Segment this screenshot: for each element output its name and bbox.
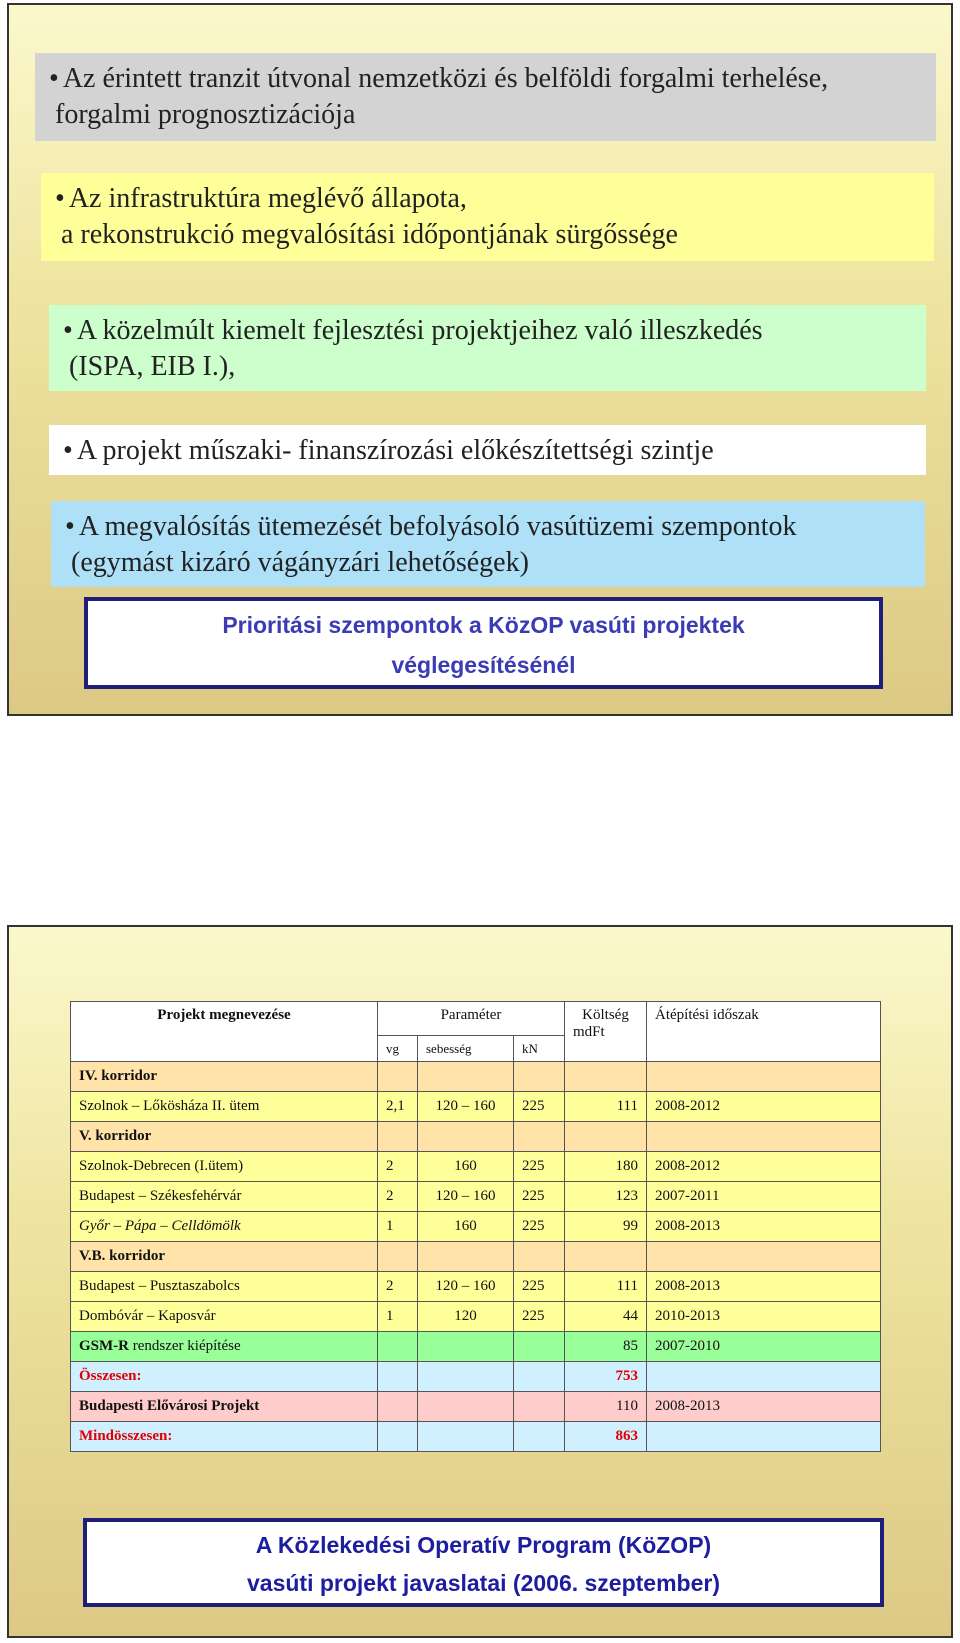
empty-cell — [378, 1362, 418, 1392]
empty-cell — [418, 1332, 514, 1362]
bullet-marker: • — [55, 183, 65, 214]
speed-value: 120 – 160 — [418, 1272, 514, 1302]
speed-value: 120 – 160 — [418, 1182, 514, 1212]
table-row — [71, 1332, 881, 1362]
period-value: 2008-2012 — [647, 1092, 881, 1122]
speed-value: 120 – 160 — [418, 1092, 514, 1122]
project-name — [71, 1332, 378, 1362]
vg-value: 1 — [378, 1212, 418, 1242]
period-value: 2008-2013 — [647, 1272, 881, 1302]
slide-prioritization-criteria — [7, 3, 953, 716]
table-row — [71, 1242, 881, 1272]
empty-cell — [378, 1122, 418, 1152]
empty-cell — [378, 1422, 418, 1452]
header-speed: sebesség — [418, 1036, 514, 1062]
slide-title — [83, 1518, 884, 1607]
table-row — [71, 1422, 881, 1452]
empty-cell — [418, 1422, 514, 1452]
empty-cell — [514, 1362, 565, 1392]
bullet-marker: • — [63, 435, 73, 466]
empty-cell — [378, 1332, 418, 1362]
header-vg: vg — [378, 1036, 418, 1062]
period-value: 2008-2013 — [647, 1212, 881, 1242]
table-row — [71, 1152, 881, 1182]
table-row — [71, 1212, 881, 1242]
period-value: 2007-2010 — [647, 1332, 881, 1362]
kn-value: 225 — [514, 1212, 565, 1242]
vg-value: 2,1 — [378, 1092, 418, 1122]
empty-cell — [565, 1242, 647, 1272]
project-name: Győr – Pápa – Celldömölk — [71, 1212, 378, 1242]
table-row — [71, 1362, 881, 1392]
table-row — [71, 1062, 881, 1092]
cost-value: 85 — [565, 1332, 647, 1362]
bullet-text-line1: A közelmúlt kiemelt fejlesztési projektjeihez való illeszkedés — [76, 315, 763, 346]
empty-cell — [647, 1122, 881, 1152]
project-name: Szolnok – Lőkösháza II. ütem — [71, 1092, 378, 1122]
sum-label: Mindösszesen: — [71, 1422, 378, 1452]
period-value: 2007-2011 — [647, 1182, 881, 1212]
header-cost-label: Költség — [582, 1007, 629, 1023]
table-row — [71, 1272, 881, 1302]
sum-value: 863 — [565, 1422, 647, 1452]
header-kn: kN — [514, 1036, 565, 1062]
bullet-text-line1: A megvalósítás ütemezését befolyásoló vasútüzemi szempontok — [78, 511, 797, 542]
empty-cell — [378, 1392, 418, 1422]
slide-title-line2: vasúti projekt javaslatai (2006. szeptember) — [247, 1570, 720, 1596]
bullet-text-line1: Az infrastruktúra meglévő állapota, — [68, 183, 467, 214]
bullet-text-line2: a rekonstrukció megvalósítási időpontjának sürgőssége — [61, 219, 678, 250]
table-row — [71, 1182, 881, 1212]
cost-value: 111 — [565, 1092, 647, 1122]
table-row — [71, 1392, 881, 1422]
empty-cell — [647, 1062, 881, 1092]
sum-label: Összesen: — [71, 1362, 378, 1392]
project-name: Dombóvár – Kaposvár — [71, 1302, 378, 1332]
table-row — [71, 1122, 881, 1152]
empty-cell — [514, 1122, 565, 1152]
slide-title-line1: Prioritási szempontok a KözOP vasúti projektek — [222, 612, 745, 638]
vg-value: 1 — [378, 1302, 418, 1332]
bullet-infrastructure-state — [41, 173, 934, 261]
empty-cell — [647, 1242, 881, 1272]
sum-value: 753 — [565, 1362, 647, 1392]
project-name-bold: GSM-R — [79, 1338, 129, 1354]
cost-value: 44 — [565, 1302, 647, 1332]
bullet-text-line1: A projekt műszaki- finanszírozási előkészítettségi szintje — [76, 435, 714, 466]
projects-table — [70, 1001, 881, 1452]
period-value: 2010-2013 — [647, 1302, 881, 1332]
cost-value: 180 — [565, 1152, 647, 1182]
slide-title-line2: véglegesítésénél — [391, 652, 576, 678]
header-cost — [565, 1002, 647, 1062]
empty-cell — [565, 1122, 647, 1152]
period-value: 2008-2013 — [647, 1392, 881, 1422]
table-row — [71, 1302, 881, 1332]
empty-cell — [378, 1062, 418, 1092]
kn-value: 225 — [514, 1092, 565, 1122]
header-cost-unit: mdFt — [573, 1024, 605, 1040]
bullet-text-line2: (egymást kizáró vágányzári lehetőségek) — [71, 547, 529, 578]
project-name: Budapest – Székesfehérvár — [71, 1182, 378, 1212]
header-period: Átépítési időszak — [647, 1002, 881, 1062]
header-parameter: Paraméter — [378, 1002, 565, 1036]
empty-cell — [418, 1392, 514, 1422]
header-project-name: Projekt megnevezése — [71, 1002, 378, 1062]
period-value: 2008-2012 — [647, 1152, 881, 1182]
kn-value: 225 — [514, 1302, 565, 1332]
cost-value: 99 — [565, 1212, 647, 1242]
empty-cell — [418, 1362, 514, 1392]
empty-cell — [565, 1062, 647, 1092]
bullet-text-line2: (ISPA, EIB I.), — [69, 351, 236, 382]
slide-title — [84, 597, 883, 689]
empty-cell — [418, 1122, 514, 1152]
project-name: Budapest – Pusztaszabolcs — [71, 1272, 378, 1302]
bullet-marker: • — [65, 511, 75, 542]
corridor-name: IV. korridor — [71, 1062, 378, 1092]
empty-cell — [647, 1362, 881, 1392]
empty-cell — [514, 1242, 565, 1272]
vg-value: 2 — [378, 1152, 418, 1182]
project-name-rest: rendszer kiépítése — [129, 1338, 241, 1354]
project-name: Szolnok-Debrecen (I.ütem) — [71, 1152, 378, 1182]
bullet-marker: • — [49, 63, 59, 94]
empty-cell — [514, 1392, 565, 1422]
bullet-traffic-load — [35, 53, 936, 141]
empty-cell — [418, 1062, 514, 1092]
speed-value: 160 — [418, 1152, 514, 1182]
empty-cell — [378, 1242, 418, 1272]
kn-value: 225 — [514, 1152, 565, 1182]
slide-title-line1: A Közlekedési Operatív Program (KöZOP) — [255, 1532, 712, 1558]
empty-cell — [514, 1332, 565, 1362]
cost-value: 110 — [565, 1392, 647, 1422]
kn-value: 225 — [514, 1272, 565, 1302]
speed-value: 120 — [418, 1302, 514, 1332]
project-name: Budapesti Elővárosi Projekt — [71, 1392, 378, 1422]
bullet-text-line2: forgalmi prognosztizációja — [55, 99, 356, 130]
corridor-name: V. korridor — [71, 1122, 378, 1152]
bullet-project-fit — [49, 305, 926, 391]
speed-value: 160 — [418, 1212, 514, 1242]
empty-cell — [514, 1062, 565, 1092]
empty-cell — [514, 1422, 565, 1452]
vg-value: 2 — [378, 1272, 418, 1302]
bullet-marker: • — [63, 315, 73, 346]
cost-value: 111 — [565, 1272, 647, 1302]
table-header-row — [71, 1002, 881, 1036]
table-row — [71, 1092, 881, 1122]
empty-cell — [647, 1422, 881, 1452]
bullet-text-line1: Az érintett tranzit útvonal nemzetközi és belföldi forgalmi terhelése, — [62, 63, 829, 94]
vg-value: 2 — [378, 1182, 418, 1212]
empty-cell — [418, 1242, 514, 1272]
bullet-preparedness — [49, 425, 926, 475]
corridor-name: V.B. korridor — [71, 1242, 378, 1272]
slide-project-table — [7, 925, 953, 1638]
cost-value: 123 — [565, 1182, 647, 1212]
kn-value: 225 — [514, 1182, 565, 1212]
bullet-scheduling — [51, 501, 925, 587]
